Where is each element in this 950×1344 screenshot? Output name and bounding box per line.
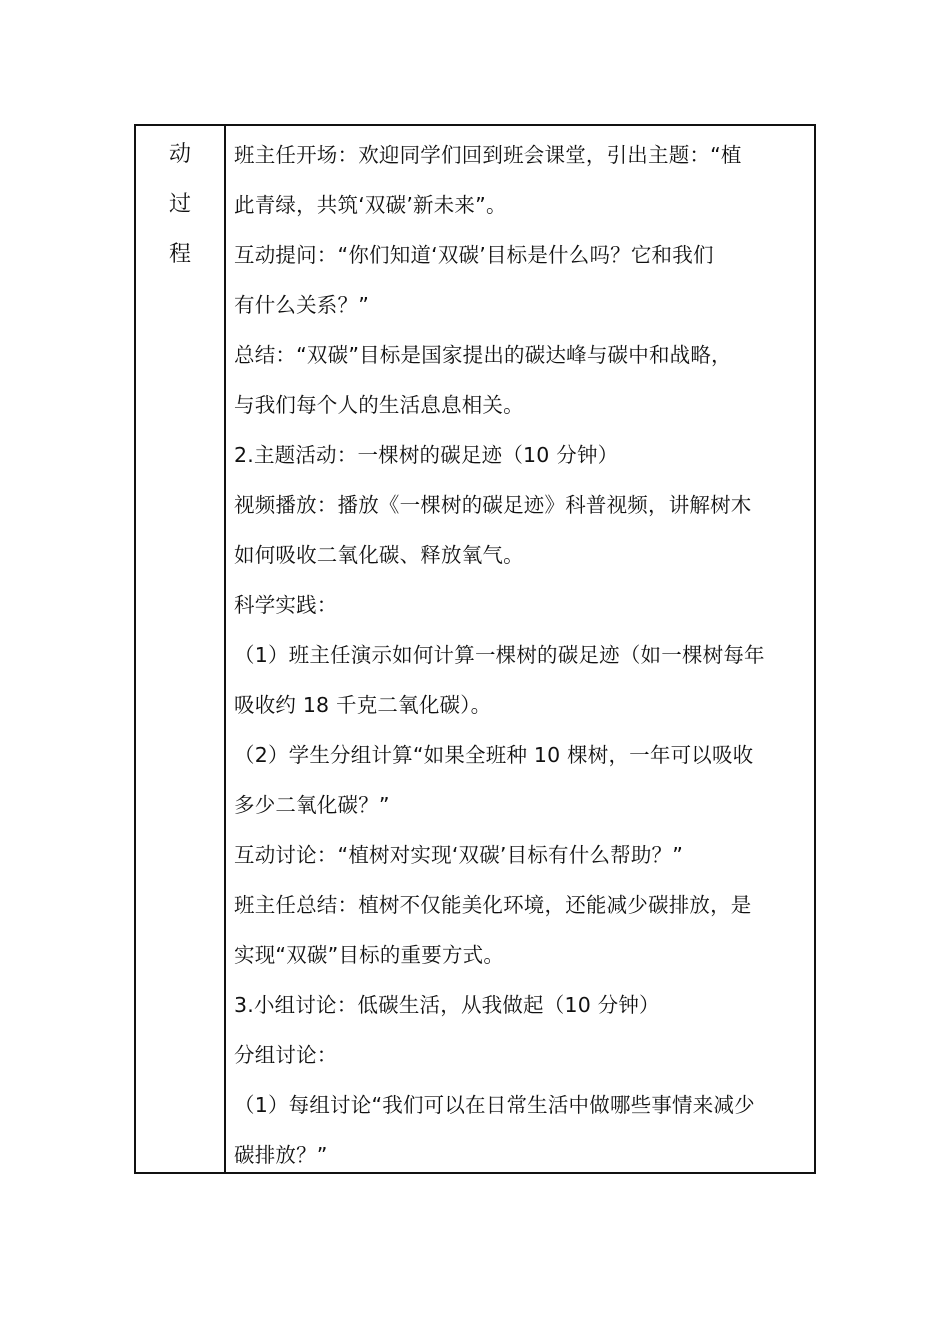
content-line: 如何吸收二氧化碳、释放氧气。 [234, 543, 524, 567]
content-line: 吸收约 18 千克二氧化碳）。 [234, 693, 492, 717]
content-line: 碳排放？” [234, 1143, 328, 1167]
content-line: 分组讨论： [234, 1043, 338, 1067]
label-cell [136, 126, 224, 1172]
content-line: 互动讨论：“植树对实现‘双碳’目标有什么帮助？” [234, 843, 684, 867]
content-line: 与我们每个人的生活息息相关。 [234, 393, 524, 417]
label-char: 过 [168, 192, 191, 217]
content-line: 班主任开场：欢迎同学们回到班会课堂，引出主题：“植 [234, 143, 742, 167]
content-line: 多少二氧化碳？” [234, 793, 390, 817]
content-line: 总结：“双碳”目标是国家提出的碳达峰与碳中和战略， [234, 343, 732, 367]
content-cell [234, 130, 812, 1180]
content-line: 此青绿，共筑‘双碳’新未来”。 [234, 193, 507, 217]
content-line: 3.小组讨论：低碳生活，从我做起（10 分钟） [234, 993, 660, 1017]
content-line: 科学实践： [234, 593, 338, 617]
label-char: 动 [168, 142, 191, 167]
content-line: （1）班主任演示如何计算一棵树的碳足迹（如一棵树每年 [234, 643, 765, 667]
content-line: 实现“双碳”目标的重要方式。 [234, 943, 505, 967]
content-line: 有什么关系？” [234, 293, 370, 317]
content-line: 互动提问：“你们知道‘双碳’目标是什么吗？它和我们 [234, 243, 714, 267]
content-line: （1）每组讨论“我们可以在日常生活中做哪些事情来减少 [234, 1093, 755, 1117]
content-line: （2）学生分组计算“如果全班种 10 棵树，一年可以吸收 [234, 743, 754, 767]
column-divider [224, 126, 226, 1172]
label-char: 程 [168, 242, 191, 267]
lesson-table [134, 124, 816, 1174]
content-line: 2.主题活动：一棵树的碳足迹（10 分钟） [234, 443, 619, 467]
content-line: 视频播放：播放《一棵树的碳足迹》科普视频，讲解树木 [234, 493, 752, 517]
content-line: 班主任总结：植树不仅能美化环境，还能减少碳排放，是 [234, 893, 752, 917]
